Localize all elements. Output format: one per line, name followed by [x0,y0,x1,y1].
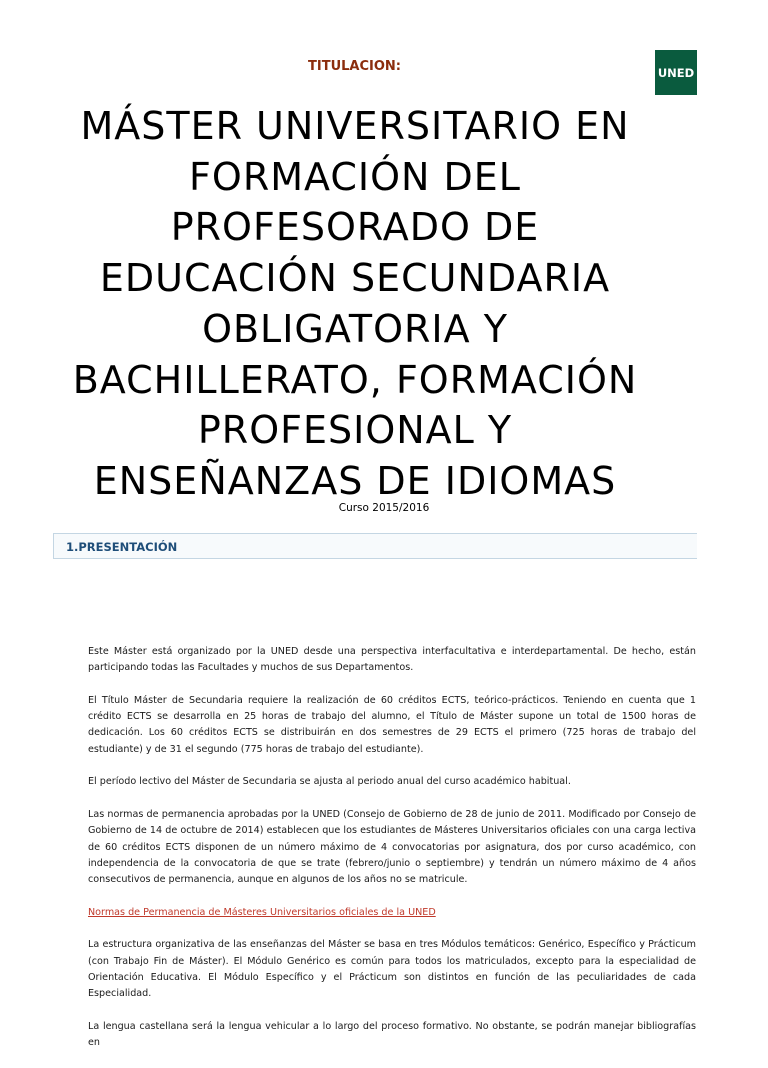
paragraph: La lengua castellana será la lengua vehicular a lo largo del proceso formativo. No obstante, se podrán manejar bibliografías en [88,1020,696,1049]
title-line: PROFESORADO DE [170,205,540,250]
degree-title [40,101,670,507]
permanence-rules-link[interactable]: Normas de Permanencia de Másteres Universitarios oficiales de la UNED [88,906,436,918]
title-line: EDUCACIÓN SECUNDARIA [99,256,611,301]
section-heading: 1.PRESENTACIÓN [66,540,178,554]
paragraph: Este Máster está organizado por la UNED desde una perspectiva interfacultativa e interdepartamental. De hecho, están participando todas las Facultades y muchos de sus Departamentos. [88,646,696,674]
paragraph: El período lectivo del Máster de Secundaria se ajusta al periodo anual del curso académico habitual. [88,776,571,788]
uned-logo: UNED [655,50,697,95]
paragraph: El Título Máster de Secundaria requiere la realización de 60 créditos ECTS, teórico-prácticos. Teniendo en cuenta que 1 crédito ECTS se desarrolla en 25 horas de trabajo del alumno, el Título de Máster supone un total de 1500 horas de dedicación. Los 60 créditos ECTS se distribuirán en dos semestres de 29 ECTS el primero (725 horas de trabajo del estudiante) y de 31 el segundo (775 horas de trabajo del estudiante). [88,694,696,755]
title-line: MÁSTER UNIVERSITARIO EN [80,104,630,148]
paragraph: La estructura organizativa de las enseñanzas del Máster se basa en tres Módulos temáticos: Genérico, Específico y Prácticum (con Trabajo Fin de Máster). El Módulo Genérico es común para todos los matriculados, excepto para la especialidad de Orientación Educativa. El Módulo Específico y el Prácticum son distintos en función de las peculiaridades de cada Especialidad. [88,939,696,1000]
title-line: OBLIGATORIA Y [202,306,508,351]
title-line: PROFESIONAL Y [197,408,513,453]
title-line: ENSEÑANZAS DE IDIOMAS [93,458,617,503]
title-line: FORMACIÓN DEL [189,154,521,199]
presentation-body [88,644,696,1068]
course-year: Curso 2015/2016 [338,502,430,514]
titulacion-label: TITULACION: [308,59,401,74]
paragraph: Las normas de permanencia aprobadas por la UNED (Consejo de Gobierno de 28 de junio de 2011. Modificado por Consejo de Gobierno de 14 de octubre de 2014) establecen que los estudiantes de Másteres Universitarios oficiales con una carga lectiva de 60 créditos ECTS disponen de un número máximo de 4 convocatorias por asignatura, dos por curso académico, con independencia de la convocatoria de que se trate (febrero/junio o septiembre) y tendrán un número máximo de 4 años consecutivos de permanencia, aunque en algunos de los años no se matricule. [88,808,696,886]
title-line: BACHILLERATO, FORMACIÓN [72,357,638,402]
section-header-presentacion [53,533,697,559]
